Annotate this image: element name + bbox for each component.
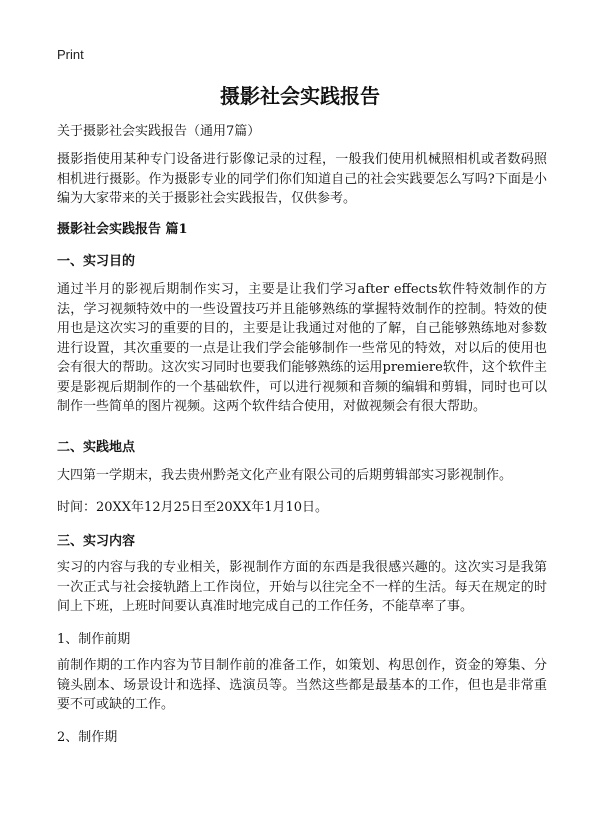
article-heading: 摄影社会实践报告 篇1 [57,222,188,237]
content-item-1-text: 前制作期的工作内容为节目制作前的准备工作，如策划、构思创作，资金的筹集、分镜头剧本、场景设计和选择、选演员等。当然这些都是最基本的工作，但也是非常重要不可或缺的工作。 [57,658,547,712]
section-purpose-heading: 一、实习目的 [57,254,136,269]
intro-paragraph: 摄影指使用某种专门设备进行影像记录的过程，一般我们使用机械照相机或者数码照相机进行摄影。作为摄影专业的同学们你们知道自己的社会实践要怎么写吗?下面是小编为大家带来的关于摄影社会实践报告，仅供参考。 [57,152,547,206]
print-label[interactable]: Print [57,47,84,62]
section-purpose-text: 通过半月的影视后期制作实习，主要是让我们学习after effects软件特效制作的方法，学习视频特效中的一些设置技巧并且能够熟练的掌握特效制作的控制。特效的使用也是这次实习的重要的目的，主要是让我通过对他的了解，自己能够熟练地对参数进行设置，其次重要的一点是让我们学会能够制作一些常见的特效，对以后的使用也会有很大的帮助。这次实习同时也要我们能够熟练的运用premiere软件，这个软件主要是影视后期制作的一个基础软件，可以进行视频和音频的编辑和剪辑，同时也可以制作一些简单的图片视频。这两个软件结合使用，对做视频会有很大帮助。 [57,282,547,414]
document-title: 摄影社会实践报告 [220,84,380,108]
section-content-text: 实习的内容与我的专业相关，影视制作方面的东西是我很感兴趣的。这次实习是我第一次正式与社会接轨踏上工作岗位，开始与以往完全不一样的生活。每天在规定的时间上下班，上班时间要认真准时地完成自己的工作任务，不能草率了事。 [57,560,547,614]
content-item-1: 1、制作前期 [57,632,131,647]
content-item-2: 2、制作期 [57,730,118,745]
section-location-heading: 二、实践地点 [57,440,136,455]
section-location-text: 大四第一学期末，我去贵州黔尧文化产业有限公司的后期剪辑部实习影视制作。 [57,468,513,483]
section-content-heading: 三、实习内容 [57,534,136,549]
document-subtitle: 关于摄影社会实践报告（通用7篇） [57,124,261,139]
section-location-time: 时间：20XX年12月25日至20XX年1月10日。 [57,500,329,515]
